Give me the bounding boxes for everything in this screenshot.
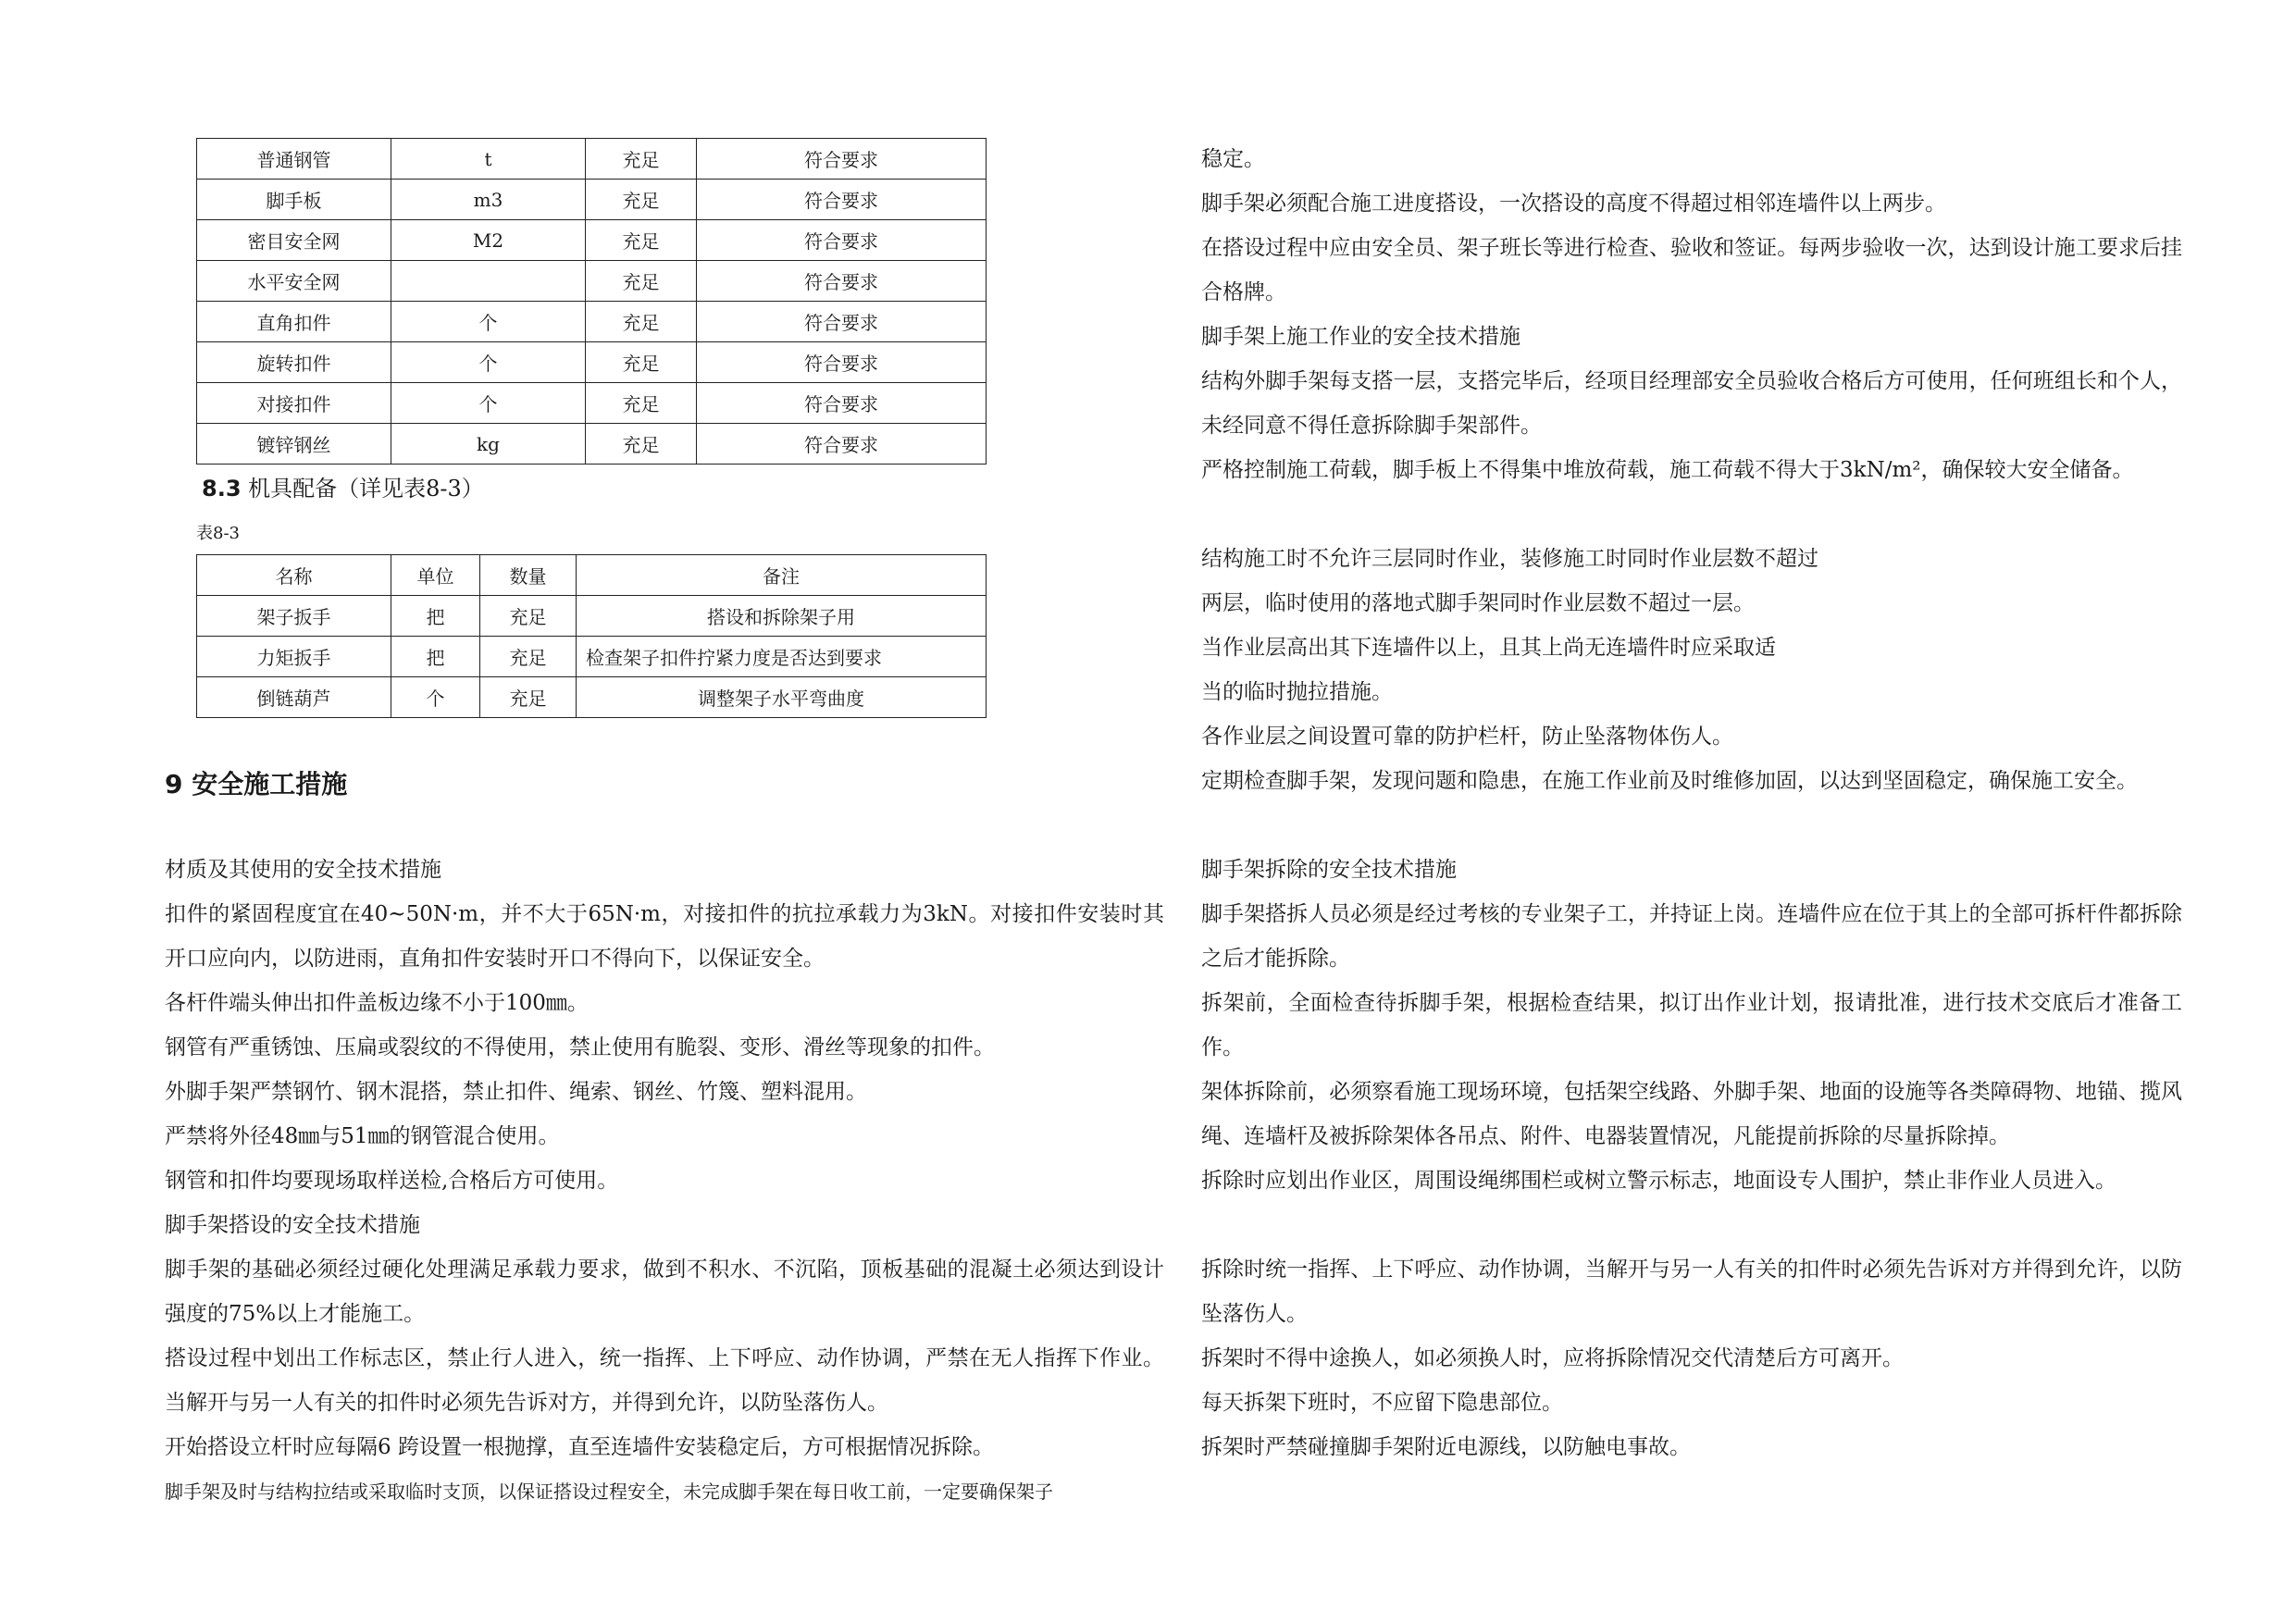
table-cell: 力矩扳手 xyxy=(197,637,391,677)
table-cell: 充足 xyxy=(480,677,577,718)
paragraph: 结构施工时不允许三层同时作业，装修施工时同时作业层数不超过 xyxy=(1201,547,1818,571)
table-cell: 符合要求 xyxy=(697,424,987,465)
section-number: 8.3 xyxy=(202,476,242,502)
table-cell: 充足 xyxy=(586,302,697,342)
paragraph: 定期检查脚手架，发现问题和隐患，在施工作业前及时维修加固，以达到坚固稳定，确保施工安全。 xyxy=(1201,769,2138,793)
paragraph: 钢管有严重锈蚀、压扁或裂纹的不得使用，禁止使用有脆裂、变形、滑丝等现象的扣件。 xyxy=(165,1035,995,1059)
table-cell: 架子扳手 xyxy=(197,596,391,637)
table-row xyxy=(197,261,987,302)
table-cell: 个 xyxy=(391,383,586,424)
table-header-row xyxy=(197,555,987,596)
paragraph: 开始搭设立杆时应每隔6 跨设置一根抛撑，直至连墙件安装稳定后，方可根据情况拆除。 xyxy=(165,1435,994,1459)
paragraph: 拆架时严禁碰撞脚手架附近电源线，以防触电事故。 xyxy=(1201,1435,1691,1459)
table-row xyxy=(197,302,987,342)
paragraph: 各杆件端头伸出扣件盖板边缘不小于100㎜。 xyxy=(165,991,589,1015)
table-label: 表8-3 xyxy=(196,524,240,543)
paragraph: 脚手架拆除的安全技术措施 xyxy=(1201,858,1457,882)
table-header: 名称 xyxy=(197,555,391,596)
table-cell: t xyxy=(391,139,586,180)
section-8-3-heading xyxy=(202,470,484,502)
table-cell: 检查架子扣件拧紧力度是否达到要求 xyxy=(577,637,987,677)
paragraph: 严禁将外径48㎜与51㎜的钢管混合使用。 xyxy=(165,1124,560,1148)
paragraph: 当作业层高出其下连墙件以上，且其上尚无连墙件时应采取适 xyxy=(1201,636,1776,660)
paragraph: 脚手架上施工作业的安全技术措施 xyxy=(1201,325,1520,349)
table-cell: 旋转扣件 xyxy=(197,342,391,383)
paragraph: 严格控制施工荷载，脚手板上不得集中堆放荷载，施工荷载不得大于3kN/m²，确保较大安全储备。 xyxy=(1201,458,2134,482)
paragraph: 两层，临时使用的落地式脚手架同时作业层数不超过一层。 xyxy=(1201,591,1755,615)
paragraph: 外脚手架严禁钢竹、钢木混搭，禁止扣件、绳索、钢丝、竹篾、塑料混用。 xyxy=(165,1080,867,1104)
table-row xyxy=(197,220,987,261)
paragraph: 脚手架搭设的安全技术措施 xyxy=(165,1213,420,1237)
table-cell: 充足 xyxy=(586,342,697,383)
paragraph: 稳定。 xyxy=(1201,147,1265,171)
paragraph: 拆架前，全面检查待拆脚手架，根据检查结果，拟订出作业计划，报请批准，进行技术交底后才准备工作。 xyxy=(1201,991,2182,1059)
paragraph: 当的临时抛拉措施。 xyxy=(1201,680,1393,704)
table-row xyxy=(197,424,987,465)
table-row xyxy=(197,139,987,180)
table-header: 单位 xyxy=(391,555,480,596)
table-cell: 脚手板 xyxy=(197,180,391,220)
table-cell: 个 xyxy=(391,342,586,383)
paragraph: 脚手架必须配合施工进度搭设，一次搭设的高度不得超过相邻连墙件以上两步。 xyxy=(1201,192,1946,216)
table-cell: 符合要求 xyxy=(697,180,987,220)
table-cell: 符合要求 xyxy=(697,383,987,424)
paragraph: 脚手架搭拆人员必须是经过考核的专业架子工，并持证上岗。连墙件应在位于其上的全部可拆杆件都拆除之后才能拆除。 xyxy=(1201,902,2182,971)
table-cell: 充足 xyxy=(586,383,697,424)
table-cell: 镀锌钢丝 xyxy=(197,424,391,465)
table-header: 数量 xyxy=(480,555,577,596)
table-cell: 调整架子水平弯曲度 xyxy=(577,677,987,718)
table-cell xyxy=(391,261,586,302)
table-cell: 个 xyxy=(391,302,586,342)
table-row xyxy=(197,677,987,718)
paragraph: 结构外脚手架每支搭一层，支搭完毕后，经项目经理部安全员验收合格后方可使用，任何班组长和个人，未经同意不得任意拆除脚手架部件。 xyxy=(1201,369,2182,438)
paragraph: 各作业层之间设置可靠的防护栏杆，防止坠落物体伤人。 xyxy=(1201,725,1733,749)
section-9-heading: 9 安全施工措施 xyxy=(165,769,348,799)
table-cell: 符合要求 xyxy=(697,342,987,383)
table-row xyxy=(197,180,987,220)
paragraph: 拆架时不得中途换人，如必须换人时，应将拆除情况交代清楚后方可离开。 xyxy=(1201,1346,1904,1370)
table-row xyxy=(197,637,987,677)
paragraph: 架体拆除前，必须察看施工现场环境，包括架空线路、外脚手架、地面的设施等各类障碍物、地锚、揽风绳、连墙杆及被拆除架体各吊点、附件、电器装置情况，凡能提前拆除的尽量拆除掉。 xyxy=(1201,1080,2182,1148)
paragraph: 搭设过程中划出工作标志区，禁止行人进入，统一指挥、上下呼应、动作协调，严禁在无人指挥下作业。当解开与另一人有关的扣件时必须先告诉对方，并得到允许，以防坠落伤人。 xyxy=(165,1346,1164,1415)
tools-table xyxy=(196,554,987,718)
paragraph: 扣件的紧固程度宜在40~50N·m，并不大于65N·m，对接扣件的抗拉承载力为3kN。对接扣件安装时其开口应向内，以防进雨，直角扣件安装时开口不得向下，以保证安全。 xyxy=(165,902,1164,971)
table-cell: 水平安全网 xyxy=(197,261,391,302)
table-row xyxy=(197,596,987,637)
table-row xyxy=(197,342,987,383)
table-cell: 符合要求 xyxy=(697,139,987,180)
table-cell: 搭设和拆除架子用 xyxy=(577,596,987,637)
table-cell: m3 xyxy=(391,180,586,220)
table-cell: 充足 xyxy=(586,139,697,180)
table-cell: M2 xyxy=(391,220,586,261)
table-cell: 个 xyxy=(391,677,480,718)
section-title: 机具配备（详见表8-3） xyxy=(248,476,484,502)
paragraph: 钢管和扣件均要现场取样送检,合格后方可使用。 xyxy=(165,1169,619,1193)
paragraph: 在搭设过程中应由安全员、架子班长等进行检查、验收和签证。每两步验收一次，达到设计施工要求后挂合格牌。 xyxy=(1201,236,2182,304)
table-cell: 符合要求 xyxy=(697,302,987,342)
table-cell: 倒链葫芦 xyxy=(197,677,391,718)
table-cell: 充足 xyxy=(480,596,577,637)
table-cell: 把 xyxy=(391,596,480,637)
materials-table xyxy=(196,138,987,465)
table-cell: 充足 xyxy=(586,261,697,302)
table-cell: 把 xyxy=(391,637,480,677)
paragraph: 脚手架的基础必须经过硬化处理满足承载力要求，做到不积水、不沉陷，顶板基础的混凝土必须达到设计强度的75%以上才能施工。 xyxy=(165,1258,1164,1326)
table-cell: 符合要求 xyxy=(697,220,987,261)
table-cell: 对接扣件 xyxy=(197,383,391,424)
table-cell: 普通钢管 xyxy=(197,139,391,180)
table-cell: 密目安全网 xyxy=(197,220,391,261)
table-cell: 充足 xyxy=(480,637,577,677)
table-cell: 直角扣件 xyxy=(197,302,391,342)
table-header: 备注 xyxy=(577,555,987,596)
table-cell: 符合要求 xyxy=(697,261,987,302)
table-cell: kg xyxy=(391,424,586,465)
paragraph: 材质及其使用的安全技术措施 xyxy=(165,858,441,882)
paragraph: 每天拆架下班时，不应留下隐患部位。 xyxy=(1201,1391,1563,1415)
table-cell: 充足 xyxy=(586,220,697,261)
paragraph: 拆除时应划出作业区，周围设绳绑围栏或树立警示标志，地面设专人围护，禁止非作业人员进入。 xyxy=(1201,1169,2116,1193)
table-cell: 充足 xyxy=(586,180,697,220)
table-row xyxy=(197,383,987,424)
paragraph: 脚手架及时与结构拉结或采取临时支顶，以保证搭设过程安全，未完成脚手架在每日收工前，一定要确保架子 xyxy=(165,1481,1053,1503)
paragraph: 拆除时统一指挥、上下呼应、动作协调，当解开与另一人有关的扣件时必须先告诉对方并得到允许，以防坠落伤人。 xyxy=(1201,1258,2182,1326)
table-cell: 充足 xyxy=(586,424,697,465)
